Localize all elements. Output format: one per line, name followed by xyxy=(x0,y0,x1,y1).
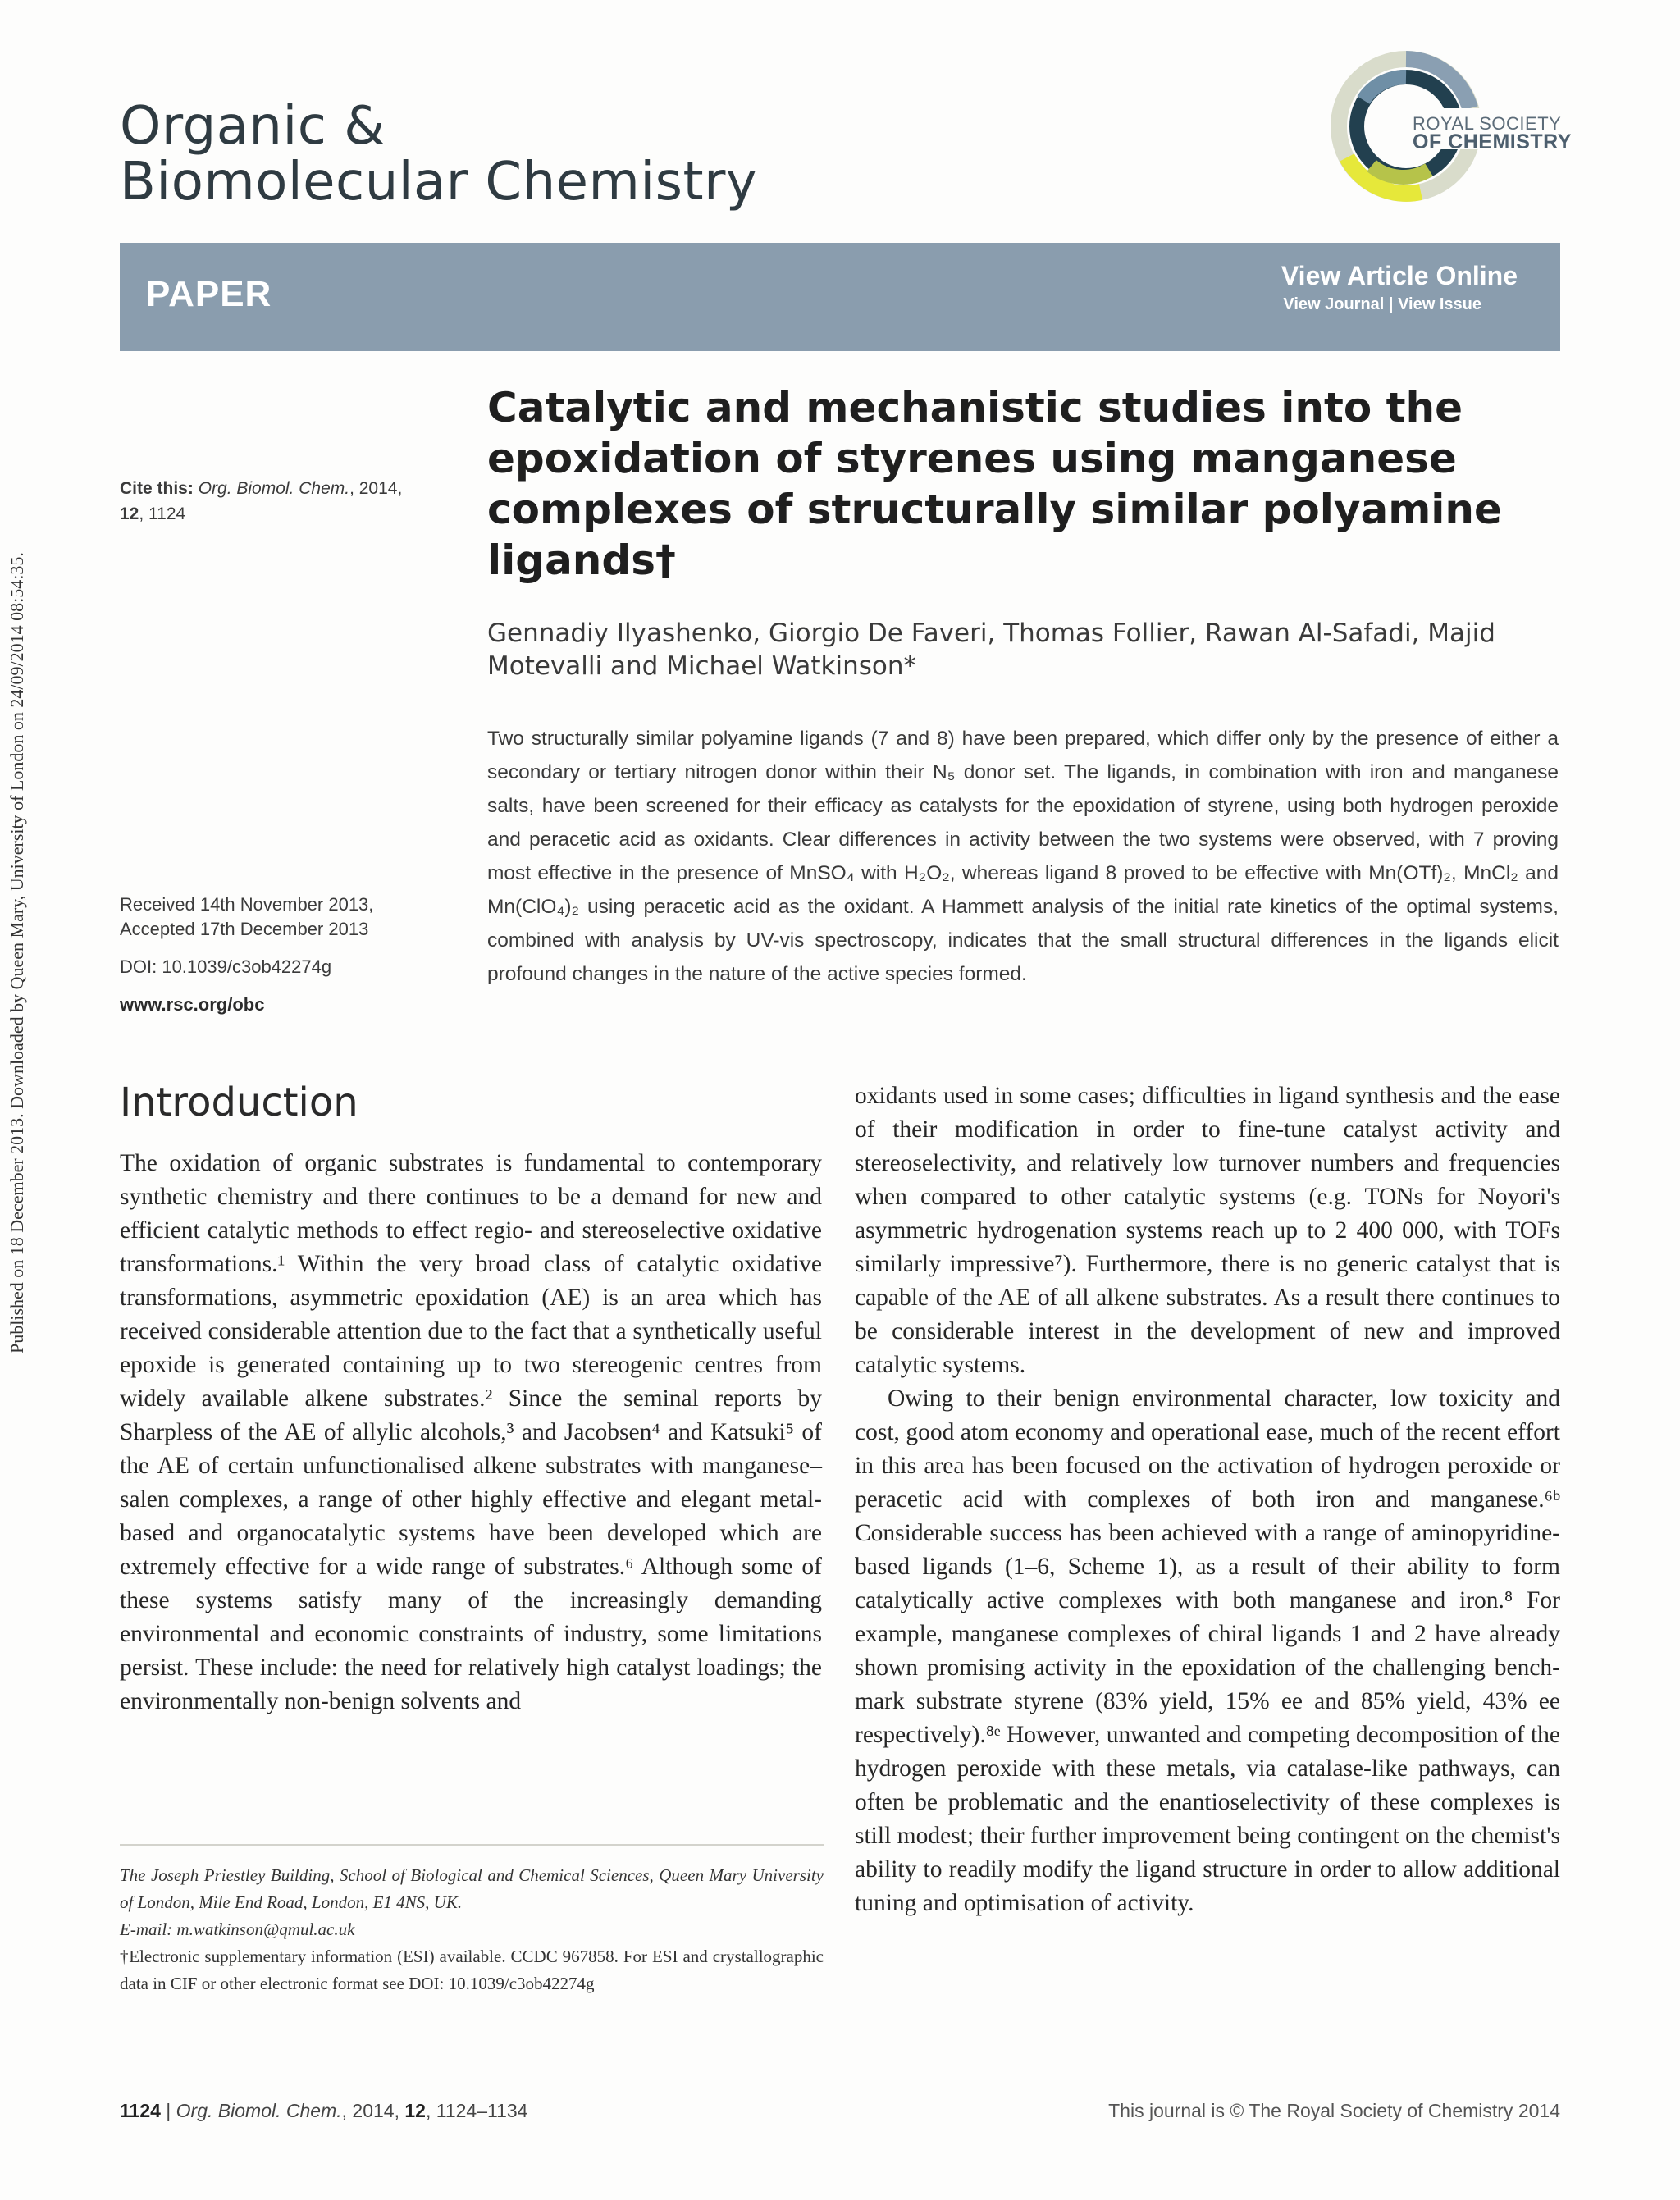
body-column-left xyxy=(120,1147,822,1718)
view-journal-link[interactable]: View Journal xyxy=(1283,295,1385,313)
footer-volume: 12 xyxy=(404,2100,426,2121)
footnote-divider xyxy=(120,1844,824,1846)
abstract: Two structurally similar polyamine ligands (7 and 8) have been prepared, which differ only by the presence of either a secondary or tertiary nitrogen donor within their N₅ donor set. The ligands, in combination with iron and manganese salts, have been screened for their efficacy as catalysts for the epoxidation of styrene, using both hydrogen peroxide and peracetic acid as oxidants. Clear differences in activity between the two systems were observed, with 7 proving most effective in the presence of MnSO₄ with H₂O₂, whereas ligand 8 proved to be effective with Mn(OTf)₂, MnCl₂ and Mn(ClO₄)₂ using peracetic acid as the oxidant. A Hammett analysis of the initial rate kinetics of the optimal systems, combined with analysis by UV-vis spectroscopy, indicates that the small structural differences in the ligands elicit profound changes in the nature of the active species formed. xyxy=(487,728,1559,985)
journal-website-link[interactable]: www.rsc.org/obc xyxy=(120,994,265,1015)
journal-title-line1: Organic & xyxy=(120,96,386,157)
article-title: Catalytic and mechanistic studies into the epoxidation of styrenes using manganese complexes of structurally similar polyamine ligands† xyxy=(487,384,1502,584)
link-separator: | xyxy=(1384,295,1399,313)
intro-paragraph-continued: oxidants used in some cases; difficulties in ligand synthesis and the ease of their modification in order to fine-tune catalyst activity and stereoselectivity, and relatively low turnover numbers and frequencies when compared to other catalytic systems (e.g. TONs for Noyori's asymmetric hydrogenation systems reach up to 2 400 000, with TOFs similarly impressive⁷). Furthermore, there is no generic catalyst that is capable of the AE of all alkene substrates. As a result there continues to be considerable interest in the development of new and improved catalytic systems. xyxy=(855,1083,1560,1378)
footer-year: , 2014, xyxy=(341,2100,405,2121)
accepted-date: Accepted 17th December 2013 xyxy=(120,919,369,939)
esi-footnote: †Electronic supplementary information (ESI) available. CCDC 967858. For ESI and crystallographic data in CIF or other electronic format see DOI: 10.1039/c3ob42274g xyxy=(120,1947,824,1993)
cite-pages: , 1124 xyxy=(139,504,186,523)
cite-volume: 12 xyxy=(120,504,139,523)
footnotes xyxy=(120,1862,824,1997)
received-date: Received 14th November 2013, xyxy=(120,894,374,915)
footer-separator: | xyxy=(160,2100,176,2121)
view-issue-link[interactable]: View Issue xyxy=(1398,295,1481,313)
publication-side-note: Published on 18 December 2013. Downloaded by Queen Mary, University of London on 24/09/2014 08:54:35. xyxy=(7,552,27,1353)
copyright-notice: This journal is © The Royal Society of Chemistry 2014 xyxy=(1108,2100,1560,2121)
author-list: Gennadiy Ilyashenko, Giorgio De Faveri, Thomas Follier, Rawan Al-Safadi, Majid Motevalli and Michael Watkinson* xyxy=(487,618,1495,681)
cite-year: , 2014, xyxy=(349,479,403,498)
page-number: 1124 xyxy=(120,2100,161,2121)
cite-journal: Org. Biomol. Chem. xyxy=(198,479,350,498)
journal-title-line2: Biomolecular Chemistry xyxy=(120,152,758,212)
logo-line1: ROYAL SOCIETY xyxy=(1413,113,1562,134)
page-footer-citation xyxy=(120,2100,527,2122)
email-footnote[interactable]: E-mail: m.watkinson@qmul.ac.uk xyxy=(120,1919,355,1939)
affiliation-footnote: The Joseph Priestley Building, School of Biological and Chemical Sciences, Queen Mary University of London, Mile End Road, London, E1 4NS, UK. xyxy=(120,1865,824,1912)
cite-label: Cite this: xyxy=(120,479,194,498)
footer-journal: Org. Biomol. Chem. xyxy=(176,2100,342,2121)
section-heading-introduction: Introduction xyxy=(120,1079,358,1125)
intro-paragraph-2: Owing to their benign environmental character, low toxicity and cost, good atom economy and operational ease, much of the recent effort in this area has been focused on the activation of hydrogen peroxide or peracetic acid with complexes of both iron and manganese.⁶ᵇ Considerable success has been achieved with a range of aminopyridine-based ligands (1–6, Scheme 1), as a result of their ability to form catalytically active complexes with both manganese and iron.⁸ For example, manganese complexes of chiral ligands 1 and 2 have already shown promising activity in the epoxidation of the challenging bench-mark substrate styrene (83% yield, 15% ee and 85% yield, 43% ee respectively).⁸ᵉ However, unwanted and competing decomposition of the hydrogen peroxide with these metals, via catalase-like pathways, can often be problematic and the enantioselectivity of these complexes is still modest; their further improvement being contingent on the chemist's ability to readily modify the ligand structure in order to allow additional tuning and optimisation of activity. xyxy=(855,1385,1560,1916)
citation xyxy=(120,476,464,527)
journal-title xyxy=(120,98,757,210)
banner-links xyxy=(1283,295,1481,314)
article-history xyxy=(120,892,464,1017)
intro-paragraph-1: The oxidation of organic substrates is fundamental to contemporary synthetic chemistry and there continues to be a demand for new and efficient catalytic methods to effect regio- and stereoselective oxidative transformations.¹ Within the very broad class of catalytic oxidative transformations, asymmetric epoxidation (AE) is an area which has received considerable attention due to the fact that a synthetically useful epoxide is generated containing up to two stereogenic centres from widely available alkene substrates.² Since the seminal reports by Sharpless of the AE of allylic alcohols,³ and Jacobsen⁴ and Katsuki⁵ of the AE of certain unfunctionalised alkene substrates with manganese–salen complexes, a range of other highly effective and elegant metal-based and organocatalytic systems have been developed which are extremely effective for a wide range of substrates.⁶ Although some of these systems satisfy many of the increasingly demanding environmental and economic constraints of industry, some limitations persist. These include: the need for relatively high catalyst loadings; the environmentally non-benign solvents and xyxy=(120,1150,822,1714)
doi[interactable]: DOI: 10.1039/c3ob42274g xyxy=(120,956,332,977)
footer-pages: , 1124–1134 xyxy=(425,2100,528,2121)
article-type-banner xyxy=(120,243,1560,351)
body-column-right xyxy=(855,1079,1560,1920)
section-label: PAPER xyxy=(146,274,272,314)
rsc-logo-text xyxy=(1413,115,1572,151)
view-article-online-link[interactable]: View Article Online xyxy=(1281,261,1518,290)
logo-line2: OF CHEMISTRY xyxy=(1413,130,1572,153)
